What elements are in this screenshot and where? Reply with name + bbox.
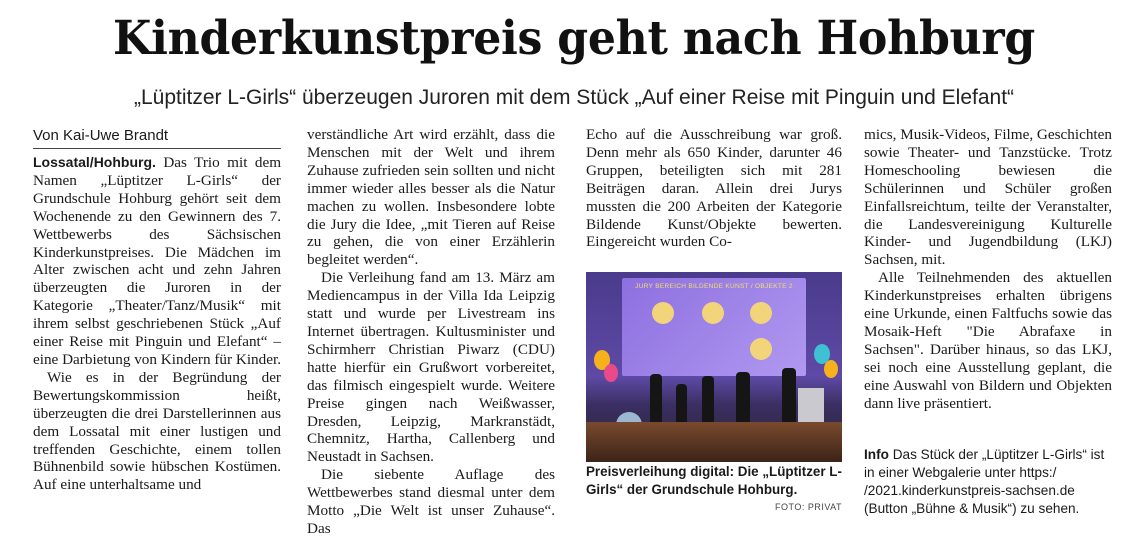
subheadline: „Lüptitzer L-Girls“ überzeugen Juroren mit dem Stück „Auf einer Reise mit Pinguin und Elefant“: [133, 86, 1015, 109]
presenter-figure: [782, 368, 796, 428]
award-ceremony-photo: [586, 272, 842, 462]
column-1: [33, 126, 281, 494]
column-2: [307, 126, 555, 538]
byline: Von Kai-Uwe Brandt: [33, 126, 281, 149]
performer-figure: [702, 376, 714, 428]
photo-credit: FOTO: PRIVAT: [774, 502, 842, 512]
portrait-icon: [652, 302, 674, 324]
portrait-icon: [702, 302, 724, 324]
paragraph: verständliche Art wird erzählt, dass die Menschen mit der Welt und ihrem Zuhause zufrieden sein sollten und nicht immer wieder alles besser als die Natur machen zu wollen. Insbesondere lobte die Jury die Idee, „mit Tieren auf Reise zu gehen, die von einer Erzählerin begleitet werden“.: [307, 126, 555, 269]
stage-floor: [586, 422, 842, 462]
performer-figure: [736, 372, 750, 428]
headline: Kinderkunstpreis geht nach Hohburg: [112, 11, 1036, 66]
paragraph: Die siebente Auflage des Wettbewerbes stand diesmal unter dem Motto „Die Welt ist unser Zuhause“. Das: [307, 466, 555, 537]
screen-title: JURY BEREICH BILDENDE KUNST / OBJEKTE 2: [635, 283, 793, 290]
photo-caption: Preisverleihung digital: Die „Lüptitzer L-Girls“ der Grundschule Hohburg.: [586, 464, 842, 497]
paragraph-text: Das Trio mit dem Namen „Lüptitzer L-Girls“ der Grundschule Hohburg gehört seit dem Wochenende zu den Gewinnern des 7. Wettbewerbs des Sächsischen Kinderkunstpreises. Die Mädchen im Alter zwischen acht und zehn Jahren überzeugten die Juroren in der Kategorie „Theater/Tanz/Musik“ mit ihrem selbst geschriebenen Stück „Auf einer Reise mit Pinguin und Elefant“ – eine Darbietung von Kindern für Kinder.: [33, 154, 282, 368]
paragraph: Die Verleihung fand am 13. März am Mediencampus in der Villa Ida Leipzig statt und wurde per Livestream ins Internet übertragen. Kultusminister und Schirmherr Christian Piwarz (CDU) hatte hierfür ein Grußwort vorbereitet, das filmisch eingespielt wurde. Weitere Preise gingen nach Weißwasser, Dresden, Leipzig, Markranstädt, Chemnitz, Hartha, Callenberg und Neustadt in Sachsen.: [307, 269, 555, 466]
paragraph: Wie es in der Begründung der Bewertungskommission heißt, überzeugten die drei Darstellerinnen aus dem Lossatal mit einer lustigen und treffenden Geschichte, einem tollen Bühnenbild sowie hübschen Kostümen. Auf eine unterhaltsame und: [33, 368, 281, 494]
balloon-icon: [824, 360, 838, 378]
info-box: [864, 446, 1114, 518]
column-3: [586, 126, 842, 251]
column-4: [864, 126, 1112, 413]
portrait-icon: [750, 338, 772, 360]
paragraph: mics, Musik-Videos, Filme, Geschichten sowie Theater- und Tanzstücke. Trotz Homeschooling bewiesen die Schülerinnen und Schüler großen Einfallsreichtum, teilte der Veranstalter, die Landesvereinigung Kulturelle Kinder- und Jugendbildung (LKJ) Sachsen, mit.: [864, 126, 1112, 269]
balloon-icon: [604, 364, 618, 382]
paragraph: Alle Teilnehmenden des aktuellen Kinderkunstpreises erhalten übrigens eine Urkunde, einen Faltfuchs sowie das Mosaik-Heft "Die Abrafaxe in Sachsen". Darüber hinaus, so das LKJ, sei noch eine Ausstellung geplant, die eine Auswahl von Bildern und Objekten dann live präsentiert.: [864, 269, 1112, 412]
info-label: Info: [864, 447, 889, 462]
dateline: Lossatal/Hohburg.: [33, 154, 156, 170]
paragraph: Echo auf die Ausschreibung war groß. Denn mehr als 650 Kinder, darunter 46 Gruppen, beteiligten sich mit 281 Beiträgen daran. Allein drei Jurys mussten die 200 Arbeiten der Kategorie Bildende Kunst/Objekte bewerten. Eingereicht wurden Co-: [586, 126, 842, 251]
projection-screen: [622, 278, 806, 376]
performer-figure: [650, 374, 662, 426]
info-text: Das Stück der „Lüptitzer L-Girls“ ist in einer Webgalerie unter https:/ /2021.kinderkunstpreis-sachsen.de (Button „Bühne & Musik“) zu sehen.: [864, 447, 1105, 516]
portrait-icon: [750, 302, 772, 324]
paragraph: [33, 154, 281, 369]
